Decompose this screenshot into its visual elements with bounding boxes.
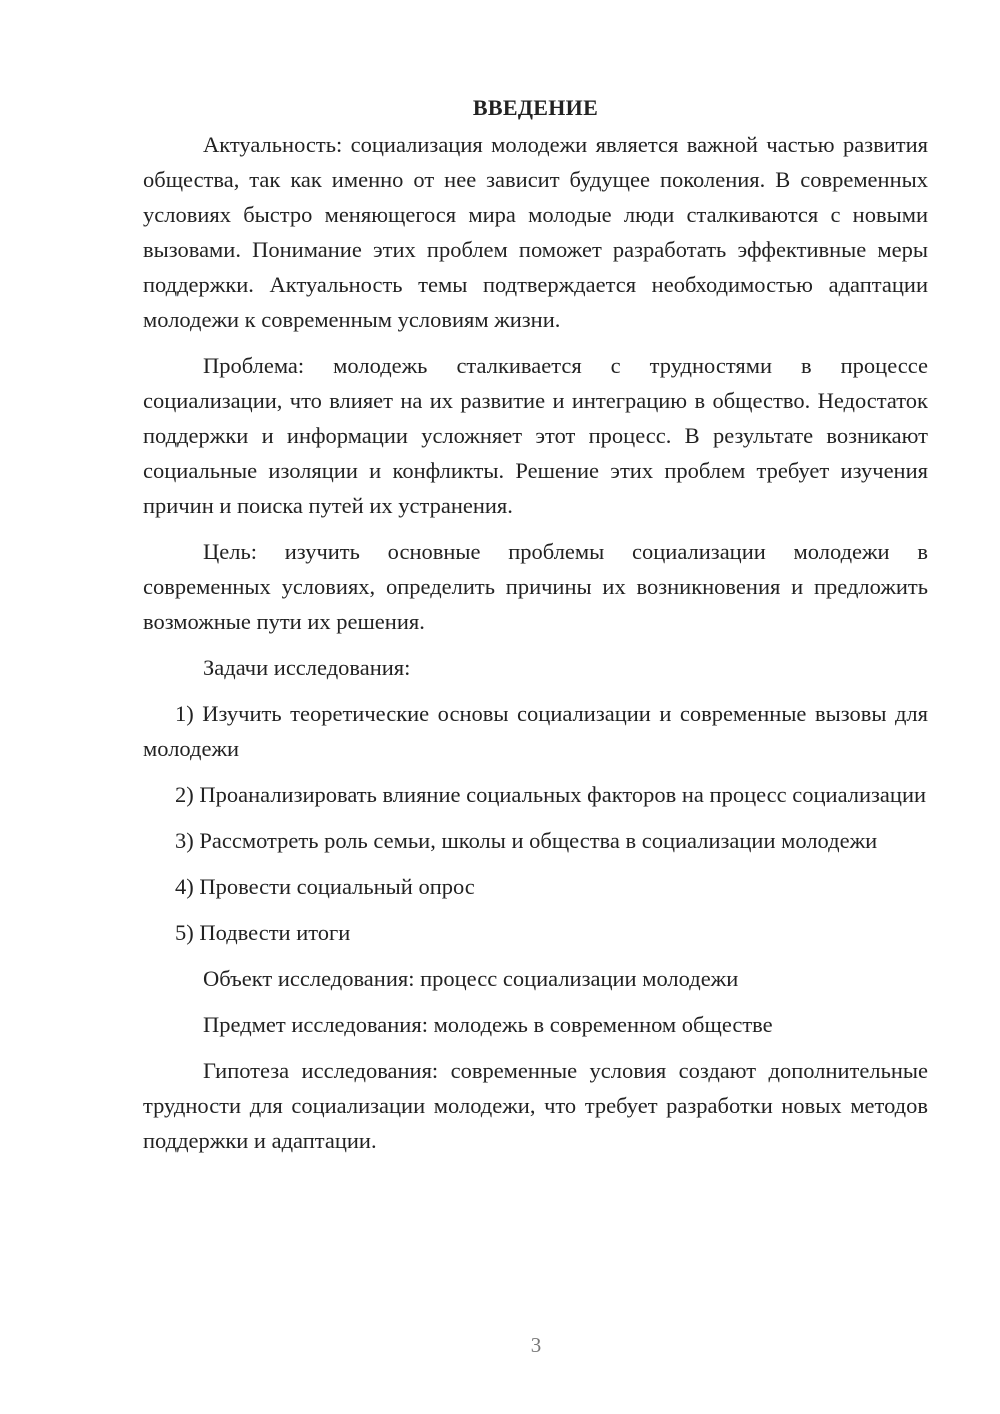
task-item-1: 1) Изучить теоретические основы социализации и современные вызовы для молодежи (143, 701, 928, 761)
research-object: Объект исследования: процесс социализации молодежи (203, 966, 739, 991)
task-item-4: 4) Провести социальный опрос (175, 874, 475, 899)
relevance-paragraph: Актуальность: социализация молодежи является важной частью развития общества, так как именно от нее зависит будущее поколения. В современных условиях быстро меняющегося мира молодые люди сталкиваются с новыми вызовами. Понимание этих проблем поможет разработать эффективные меры поддержки. Актуальность темы подтверждается необходимостью адаптации молодежи к современным условиям жизни. (143, 132, 928, 332)
tasks-heading: Задачи исследования: (203, 655, 411, 680)
section-title: ВВЕДЕНИЕ (472, 95, 599, 120)
task-item-5: 5) Подвести итоги (175, 920, 351, 945)
research-hypothesis: Гипотеза исследования: современные условия создают дополнительные трудности для социализации молодежи, что требует разработки новых методов поддержки и адаптации. (143, 1058, 928, 1153)
document-page (143, 90, 928, 1158)
task-item-3: 3) Рассмотреть роль семьи, школы и общества в социализации молодежи (175, 828, 878, 853)
goal-paragraph: Цель: изучить основные проблемы социализации молодежи в современных условиях, определить причины их возникновения и предложить возможные пути их решения. (143, 539, 928, 634)
task-item-2: 2) Проанализировать влияние социальных факторов на процесс социализации (175, 782, 927, 807)
problem-paragraph: Проблема: молодежь сталкивается с трудностями в процессе социализации, что влияет на их развитие и интеграцию в общество. Недостаток поддержки и информации усложняет этот процесс. В результате возникают социальные изоляции и конфликты. Решение этих проблем требует изучения причин и поиска путей их устранения. (143, 353, 928, 518)
page-number: 3 (530, 1333, 542, 1357)
research-subject: Предмет исследования: молодежь в современном обществе (203, 1012, 773, 1037)
